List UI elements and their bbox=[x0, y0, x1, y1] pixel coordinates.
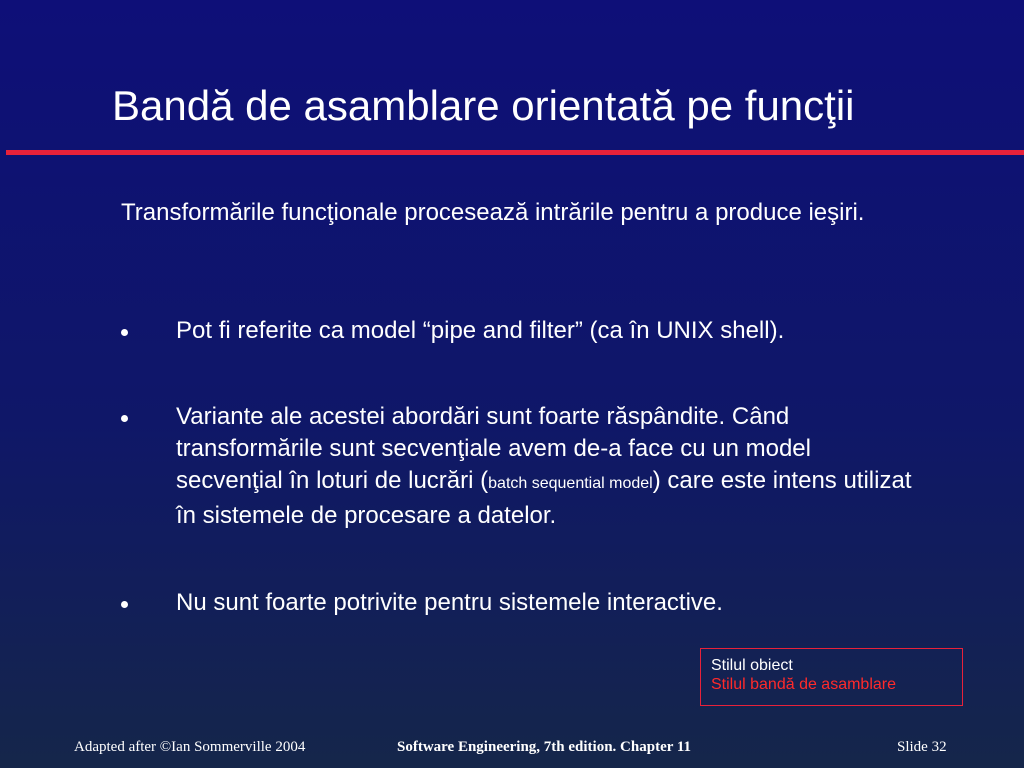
legend-line-object-style: Stilul obiect bbox=[711, 657, 793, 674]
bullet-item bbox=[121, 315, 921, 347]
bullet-text-small: batch sequential model bbox=[488, 475, 653, 492]
intro-paragraph: Transformările funcţionale procesează intrările pentru a produce ieşiri. bbox=[121, 199, 865, 226]
footer-slide-number: Slide 32 bbox=[897, 739, 947, 755]
legend-line-pipeline-style: Stilul bandă de asamblare bbox=[711, 676, 897, 693]
title-divider bbox=[6, 150, 1024, 155]
bullet-text: Nu sunt foarte potrivite pentru sistemele interactive. bbox=[176, 589, 723, 616]
bullet-text bbox=[176, 401, 921, 532]
slide-title: Bandă de asamblare orientată pe funcţii bbox=[112, 82, 855, 129]
bullet-text: Pot fi referite ca model “pipe and filter” (ca în UNIX shell). bbox=[176, 317, 785, 344]
bullet-text-part: Variante ale acestei abordări sunt foarte răspândite. Când transformările sunt secvenţiale avem de-a face cu un model secvenţial în loturi de lucrări ( bbox=[176, 403, 811, 494]
legend-box bbox=[700, 648, 963, 706]
bullet-item bbox=[121, 587, 921, 619]
bullet-dot-icon bbox=[121, 415, 128, 422]
bullet-dot-icon bbox=[121, 601, 128, 608]
footer-attribution: Adapted after ©Ian Sommerville 2004 bbox=[74, 739, 306, 755]
bullet-item bbox=[121, 401, 921, 532]
bullet-dot-icon bbox=[121, 329, 128, 336]
footer-book-title: Software Engineering, 7th edition. Chapter 11 bbox=[397, 739, 692, 755]
bullet-text-part: ) care este intens utilizat în sistemele de procesare a datelor. bbox=[176, 467, 912, 529]
